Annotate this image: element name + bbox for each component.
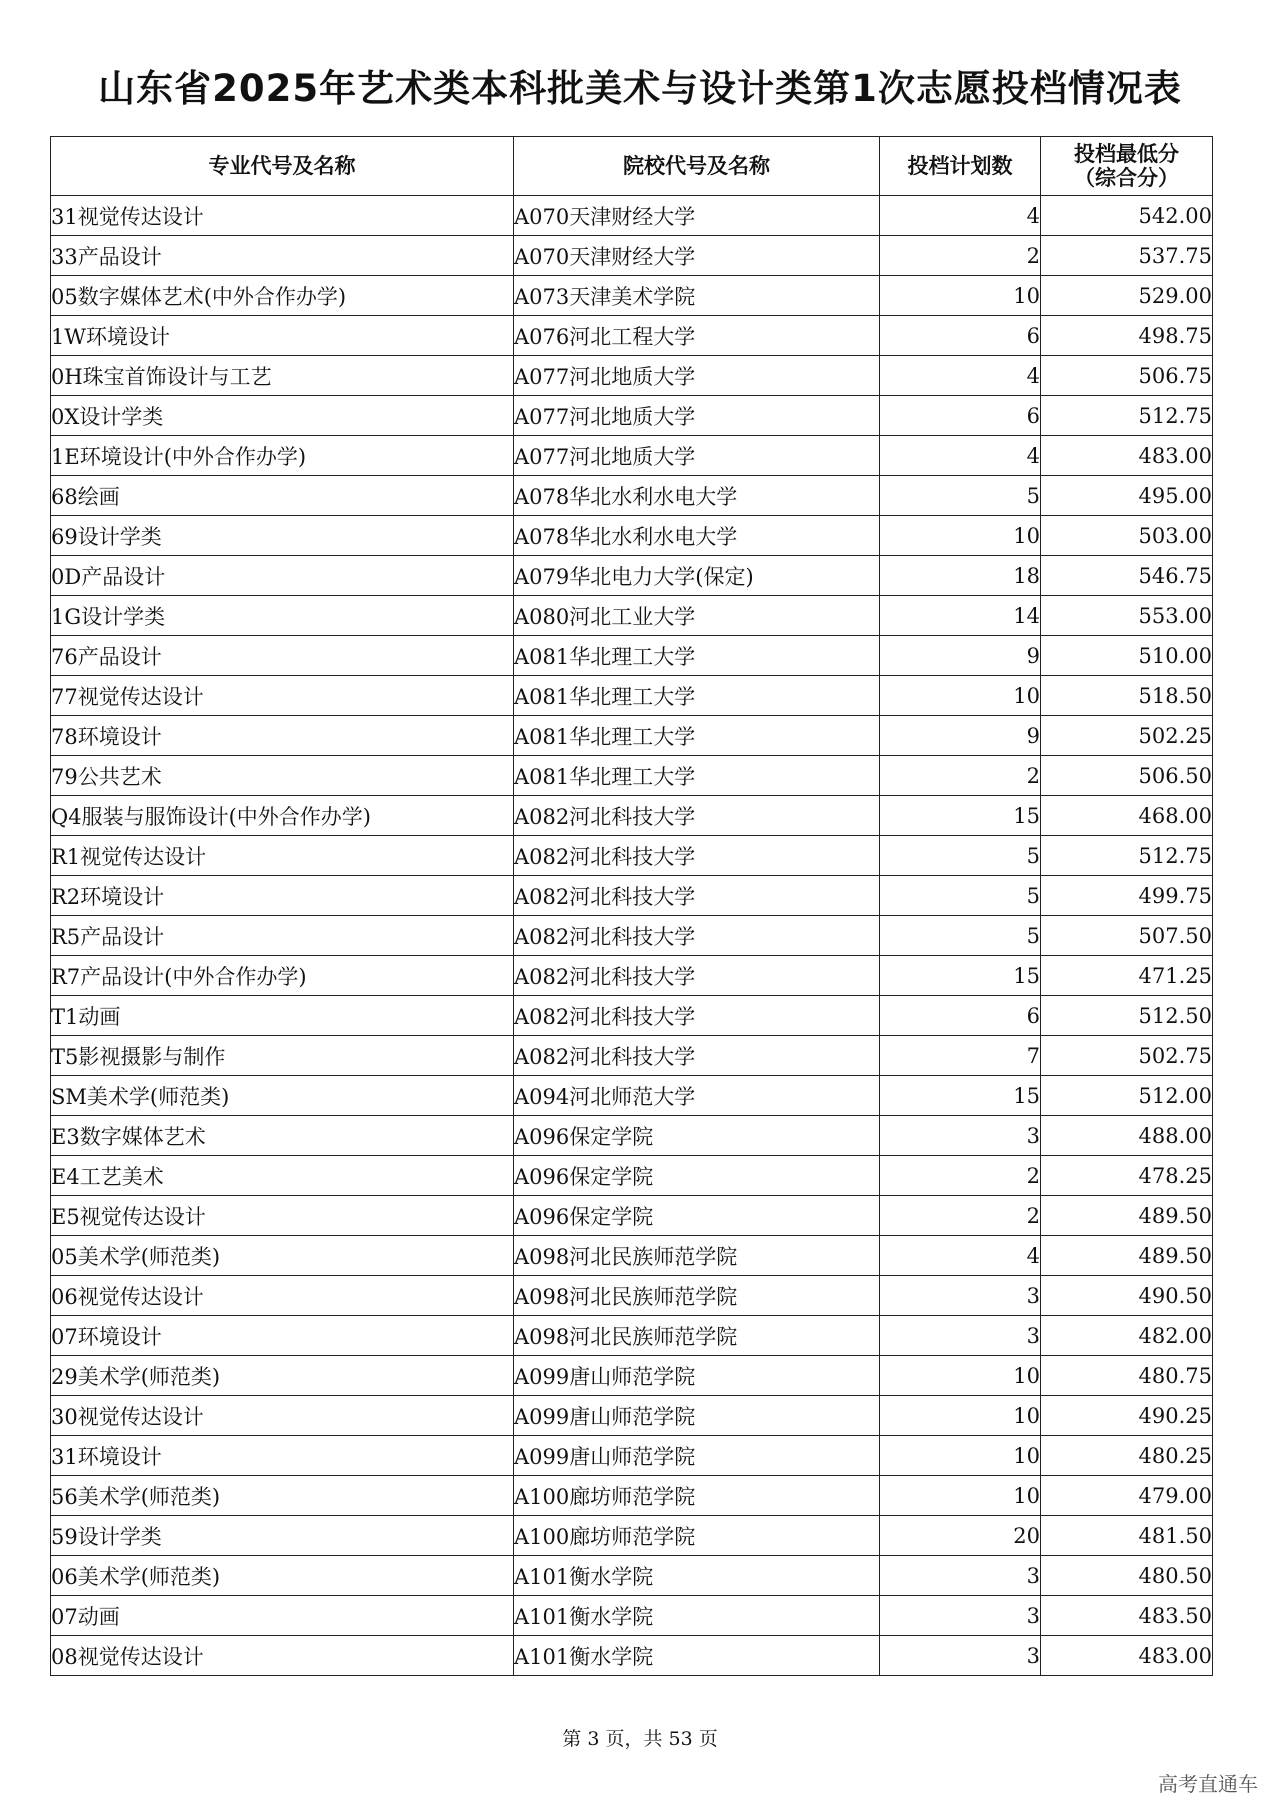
major-cell: E5视觉传达设计 — [51, 1196, 514, 1236]
table-row — [51, 1156, 1213, 1196]
min-score-cell: 503.00 — [1041, 516, 1213, 556]
major-cell: 07环境设计 — [51, 1316, 514, 1356]
min-score-cell: 502.75 — [1041, 1036, 1213, 1076]
plan-count-cell: 3 — [880, 1636, 1041, 1676]
min-score-cell: 483.00 — [1041, 436, 1213, 476]
school-cell: A082河北科技大学 — [514, 996, 880, 1036]
table-row — [51, 1316, 1213, 1356]
plan-count-cell: 6 — [880, 996, 1041, 1036]
school-cell: A101衡水学院 — [514, 1596, 880, 1636]
plan-count-cell: 15 — [880, 796, 1041, 836]
major-cell: 05数字媒体艺术(中外合作办学) — [51, 276, 514, 316]
table-row — [51, 556, 1213, 596]
major-cell: 1G设计学类 — [51, 596, 514, 636]
table-row — [51, 1396, 1213, 1436]
school-cell: A101衡水学院 — [514, 1556, 880, 1596]
min-score-cell: 481.50 — [1041, 1516, 1213, 1556]
school-cell: A082河北科技大学 — [514, 956, 880, 996]
major-cell: R7产品设计(中外合作办学) — [51, 956, 514, 996]
major-cell: 30视觉传达设计 — [51, 1396, 514, 1436]
school-cell: A073天津美术学院 — [514, 276, 880, 316]
min-score-cell: 489.50 — [1041, 1236, 1213, 1276]
min-score-cell: 518.50 — [1041, 676, 1213, 716]
table-row — [51, 636, 1213, 676]
header-plan: 投档计划数 — [880, 137, 1041, 196]
plan-count-cell: 9 — [880, 636, 1041, 676]
school-cell: A081华北理工大学 — [514, 636, 880, 676]
min-score-cell: 546.75 — [1041, 556, 1213, 596]
school-cell: A101衡水学院 — [514, 1636, 880, 1676]
min-score-cell: 512.00 — [1041, 1076, 1213, 1116]
table-row — [51, 1556, 1213, 1596]
major-cell: E3数字媒体艺术 — [51, 1116, 514, 1156]
school-cell: A100廊坊师范学院 — [514, 1516, 880, 1556]
plan-count-cell: 5 — [880, 876, 1041, 916]
major-cell: R5产品设计 — [51, 916, 514, 956]
plan-count-cell: 2 — [880, 236, 1041, 276]
school-cell: A082河北科技大学 — [514, 916, 880, 956]
plan-count-cell: 3 — [880, 1596, 1041, 1636]
table-row — [51, 516, 1213, 556]
major-cell: 33产品设计 — [51, 236, 514, 276]
plan-count-cell: 4 — [880, 1236, 1041, 1276]
school-cell: A077河北地质大学 — [514, 396, 880, 436]
major-cell: 0D产品设计 — [51, 556, 514, 596]
major-cell: 1W环境设计 — [51, 316, 514, 356]
min-score-cell: 537.75 — [1041, 236, 1213, 276]
major-cell: 08视觉传达设计 — [51, 1636, 514, 1676]
plan-count-cell: 6 — [880, 396, 1041, 436]
table-row — [51, 996, 1213, 1036]
admission-table — [50, 136, 1213, 1676]
table-row — [51, 1196, 1213, 1236]
plan-count-cell: 4 — [880, 436, 1041, 476]
table-row — [51, 1596, 1213, 1636]
table-body — [51, 196, 1213, 1676]
min-score-cell: 483.00 — [1041, 1636, 1213, 1676]
school-cell: A096保定学院 — [514, 1116, 880, 1156]
major-cell: 79公共艺术 — [51, 756, 514, 796]
school-cell: A078华北水利水电大学 — [514, 476, 880, 516]
plan-count-cell: 4 — [880, 356, 1041, 396]
plan-count-cell: 4 — [880, 196, 1041, 236]
school-cell: A081华北理工大学 — [514, 716, 880, 756]
major-cell: R2环境设计 — [51, 876, 514, 916]
table-row — [51, 1116, 1213, 1156]
school-cell: A099唐山师范学院 — [514, 1356, 880, 1396]
school-cell: A100廊坊师范学院 — [514, 1476, 880, 1516]
school-cell: A094河北师范大学 — [514, 1076, 880, 1116]
major-cell: 06视觉传达设计 — [51, 1276, 514, 1316]
min-score-cell: 479.00 — [1041, 1476, 1213, 1516]
major-cell: T1动画 — [51, 996, 514, 1036]
school-cell: A082河北科技大学 — [514, 796, 880, 836]
school-cell: A079华北电力大学(保定) — [514, 556, 880, 596]
table-row — [51, 1036, 1213, 1076]
table-row — [51, 796, 1213, 836]
plan-count-cell: 14 — [880, 596, 1041, 636]
min-score-cell: 499.75 — [1041, 876, 1213, 916]
major-cell: 0H珠宝首饰设计与工艺 — [51, 356, 514, 396]
plan-count-cell: 3 — [880, 1276, 1041, 1316]
school-cell: A070天津财经大学 — [514, 196, 880, 236]
major-cell: 06美术学(师范类) — [51, 1556, 514, 1596]
school-cell: A096保定学院 — [514, 1196, 880, 1236]
table-row — [51, 916, 1213, 956]
min-score-cell: 482.00 — [1041, 1316, 1213, 1356]
plan-count-cell: 9 — [880, 716, 1041, 756]
school-cell: A099唐山师范学院 — [514, 1436, 880, 1476]
min-score-cell: 480.50 — [1041, 1556, 1213, 1596]
table-row — [51, 1476, 1213, 1516]
header-row — [51, 137, 1213, 196]
major-cell: T5影视摄影与制作 — [51, 1036, 514, 1076]
table-row — [51, 476, 1213, 516]
header-score-line2: （综合分） — [1074, 166, 1179, 190]
table-row — [51, 876, 1213, 916]
major-cell: 56美术学(师范类) — [51, 1476, 514, 1516]
watermark-text: 高考直通车 — [1158, 1772, 1258, 1796]
plan-count-cell: 18 — [880, 556, 1041, 596]
school-cell: A096保定学院 — [514, 1156, 880, 1196]
major-cell: R1视觉传达设计 — [51, 836, 514, 876]
school-cell: A081华北理工大学 — [514, 676, 880, 716]
min-score-cell: 529.00 — [1041, 276, 1213, 316]
table-row — [51, 1436, 1213, 1476]
min-score-cell: 495.00 — [1041, 476, 1213, 516]
min-score-cell: 468.00 — [1041, 796, 1213, 836]
plan-count-cell: 10 — [880, 276, 1041, 316]
school-cell: A080河北工业大学 — [514, 596, 880, 636]
school-cell: A078华北水利水电大学 — [514, 516, 880, 556]
major-cell: 29美术学(师范类) — [51, 1356, 514, 1396]
min-score-cell: 506.75 — [1041, 356, 1213, 396]
plan-count-cell: 5 — [880, 836, 1041, 876]
table-row — [51, 1636, 1213, 1676]
plan-count-cell: 10 — [880, 516, 1041, 556]
school-cell: A082河北科技大学 — [514, 876, 880, 916]
table-row — [51, 356, 1213, 396]
major-cell: 76产品设计 — [51, 636, 514, 676]
plan-count-cell: 10 — [880, 1476, 1041, 1516]
table-row — [51, 1516, 1213, 1556]
school-cell: A076河北工程大学 — [514, 316, 880, 356]
min-score-cell: 502.25 — [1041, 716, 1213, 756]
plan-count-cell: 10 — [880, 1436, 1041, 1476]
table-row — [51, 1276, 1213, 1316]
school-cell: A082河北科技大学 — [514, 1036, 880, 1076]
plan-count-cell: 2 — [880, 756, 1041, 796]
plan-count-cell: 2 — [880, 1156, 1041, 1196]
plan-count-cell: 2 — [880, 1196, 1041, 1236]
plan-count-cell: 15 — [880, 956, 1041, 996]
school-cell: A077河北地质大学 — [514, 356, 880, 396]
major-cell: 68绘画 — [51, 476, 514, 516]
min-score-cell: 512.75 — [1041, 396, 1213, 436]
major-cell: 1E环境设计(中外合作办学) — [51, 436, 514, 476]
major-cell: 59设计学类 — [51, 1516, 514, 1556]
plan-count-cell: 5 — [880, 476, 1041, 516]
school-cell: A098河北民族师范学院 — [514, 1276, 880, 1316]
header-score — [1041, 137, 1213, 196]
table-row — [51, 956, 1213, 996]
major-cell: 31环境设计 — [51, 1436, 514, 1476]
min-score-cell: 489.50 — [1041, 1196, 1213, 1236]
min-score-cell: 512.75 — [1041, 836, 1213, 876]
plan-count-cell: 20 — [880, 1516, 1041, 1556]
major-cell: 69设计学类 — [51, 516, 514, 556]
table-row — [51, 676, 1213, 716]
plan-count-cell: 5 — [880, 916, 1041, 956]
min-score-cell: 483.50 — [1041, 1596, 1213, 1636]
table-row — [51, 716, 1213, 756]
min-score-cell: 553.00 — [1041, 596, 1213, 636]
min-score-cell: 507.50 — [1041, 916, 1213, 956]
header-major: 专业代号及名称 — [51, 137, 514, 196]
school-cell: A077河北地质大学 — [514, 436, 880, 476]
table-row — [51, 1356, 1213, 1396]
table-row — [51, 396, 1213, 436]
min-score-cell: 480.75 — [1041, 1356, 1213, 1396]
plan-count-cell: 6 — [880, 316, 1041, 356]
min-score-cell: 480.25 — [1041, 1436, 1213, 1476]
school-cell: A098河北民族师范学院 — [514, 1316, 880, 1356]
major-cell: 05美术学(师范类) — [51, 1236, 514, 1276]
school-cell: A081华北理工大学 — [514, 756, 880, 796]
min-score-cell: 510.00 — [1041, 636, 1213, 676]
header-score-line1: 投档最低分 — [1074, 142, 1179, 166]
plan-count-cell: 10 — [880, 1396, 1041, 1436]
min-score-cell: 498.75 — [1041, 316, 1213, 356]
plan-count-cell: 10 — [880, 676, 1041, 716]
min-score-cell: 512.50 — [1041, 996, 1213, 1036]
min-score-cell: 488.00 — [1041, 1116, 1213, 1156]
plan-count-cell: 7 — [880, 1036, 1041, 1076]
table-row — [51, 836, 1213, 876]
major-cell: 07动画 — [51, 1596, 514, 1636]
major-cell: 78环境设计 — [51, 716, 514, 756]
table-row — [51, 436, 1213, 476]
major-cell: SM美术学(师范类) — [51, 1076, 514, 1116]
header-school: 院校代号及名称 — [514, 137, 880, 196]
plan-count-cell: 3 — [880, 1116, 1041, 1156]
min-score-cell: 490.25 — [1041, 1396, 1213, 1436]
min-score-cell: 478.25 — [1041, 1156, 1213, 1196]
major-cell: 77视觉传达设计 — [51, 676, 514, 716]
page-footer: 第 3 页，共 53 页 — [562, 1728, 718, 1750]
table-row — [51, 196, 1213, 236]
major-cell: E4工艺美术 — [51, 1156, 514, 1196]
major-cell: 0X设计学类 — [51, 396, 514, 436]
table-row — [51, 316, 1213, 356]
table-row — [51, 1076, 1213, 1116]
plan-count-cell: 10 — [880, 1356, 1041, 1396]
plan-count-cell: 3 — [880, 1316, 1041, 1356]
plan-count-cell: 15 — [880, 1076, 1041, 1116]
min-score-cell: 471.25 — [1041, 956, 1213, 996]
min-score-cell: 506.50 — [1041, 756, 1213, 796]
table-row — [51, 1236, 1213, 1276]
school-cell: A082河北科技大学 — [514, 836, 880, 876]
table-row — [51, 756, 1213, 796]
school-cell: A098河北民族师范学院 — [514, 1236, 880, 1276]
min-score-cell: 542.00 — [1041, 196, 1213, 236]
plan-count-cell: 3 — [880, 1556, 1041, 1596]
school-cell: A070天津财经大学 — [514, 236, 880, 276]
page-title: 山东省2025年艺术类本科批美术与设计类第1次志愿投档情况表 — [98, 67, 1182, 110]
school-cell: A099唐山师范学院 — [514, 1396, 880, 1436]
table-row — [51, 596, 1213, 636]
min-score-cell: 490.50 — [1041, 1276, 1213, 1316]
table-row — [51, 276, 1213, 316]
major-cell: 31视觉传达设计 — [51, 196, 514, 236]
table-row — [51, 236, 1213, 276]
major-cell: Q4服装与服饰设计(中外合作办学) — [51, 796, 514, 836]
